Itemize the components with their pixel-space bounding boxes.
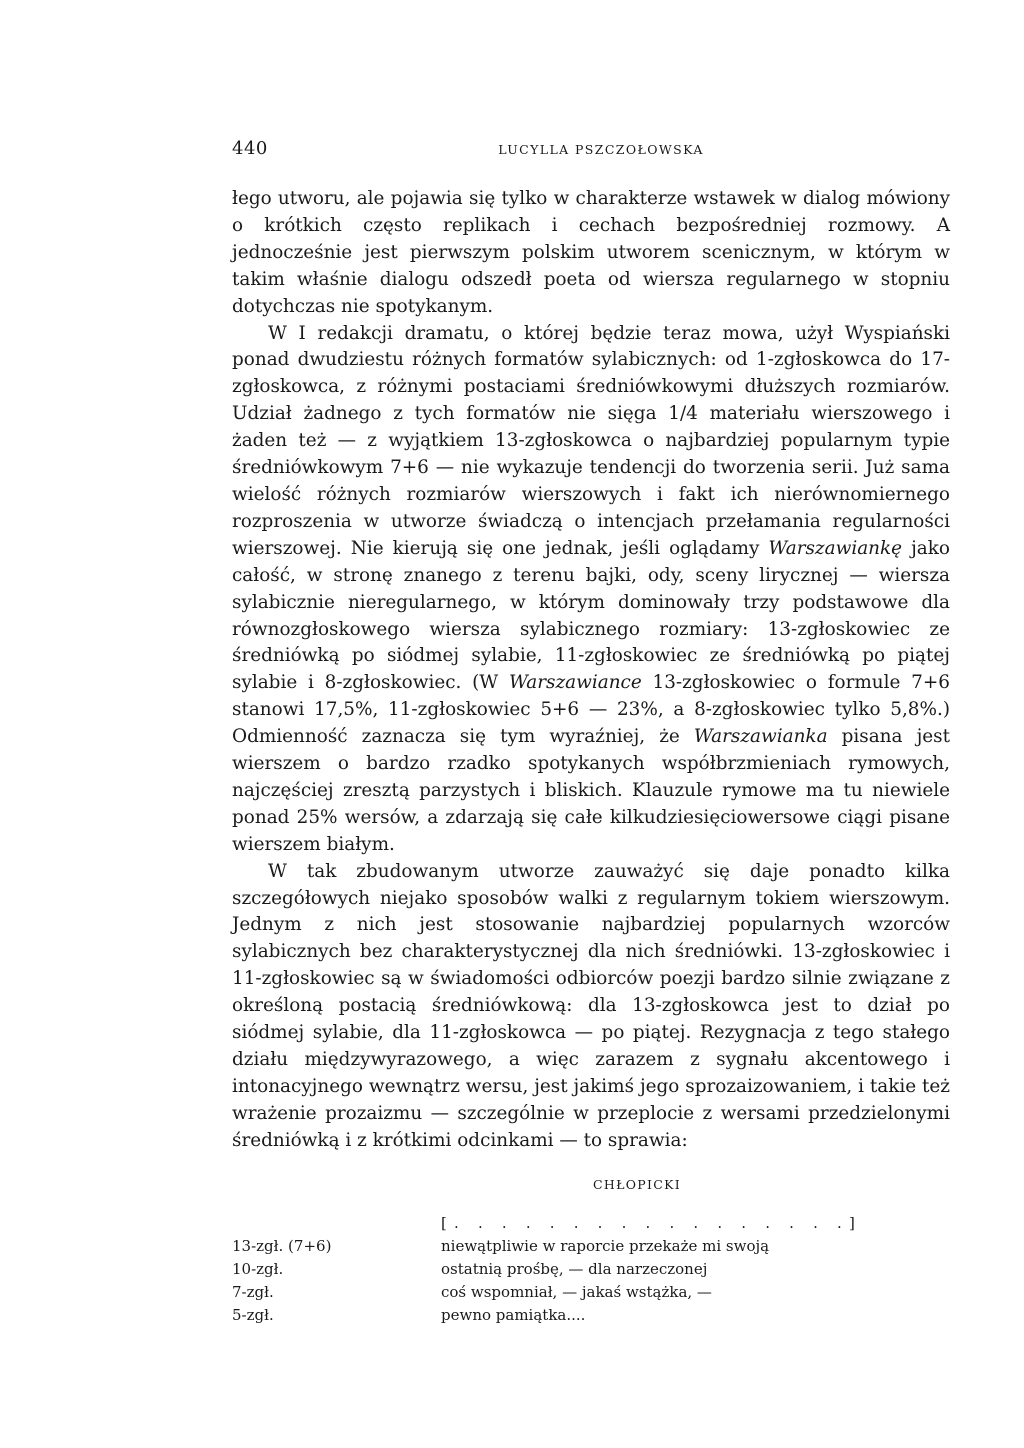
italic-title: Warszawiance	[508, 672, 642, 694]
running-title: LUCYLLA PSZCZOŁOWSKA	[498, 142, 704, 157]
running-head	[232, 130, 950, 164]
paragraph	[232, 859, 950, 1155]
omission-marker: [. . . . . . . . . . . . . . . . .]	[441, 1213, 863, 1232]
text-run: łego utworu, ale pojawia się tylko w charakterze wstawek w dialog mówiony o krótkich często replikach i cechach bezpośredniej rozmowy. A jednocześnie jest pierwszym polskim utworem scenicznym, w którym w takim właśnie dialogu odszedł poeta od wiersza regularnego w stopniu dotychczas nie spotykanym.	[232, 188, 950, 317]
poem-excerpt	[232, 1212, 950, 1327]
poem-speaker-heading: CHŁOPICKI	[593, 1176, 681, 1192]
text-run: W tak zbudowanym utworze zauważyć się daje ponadto kilka szczegółowych niejako sposobów walki z regularnym tokiem wierszowym. Jednym z nich jest stosowanie najbardziej popularnych wzorców sylabicznych bez charakterystycznej dla nich średniówki. 13-zgłoskowiec i 11-zgłoskowiec są w świadomości odbiorców poezji bardzo silnie związane z określoną postacią średniówkową: dla 13-zgłoskowca jest to dział po siódmej sylabie, dla 11-zgłoskowca — po piątej. Rezygnacja z tego stałego działu międzywyrazowego, a więc zarazem z sygnału akcentowego i intonacyjnego wewnątrz wersu, jest jakimś jego sprozaizowaniem, i takie też wrażenie prozaizmu — szczególnie w przeplocie z wersami przedzielonymi średniówką i z krótkimi odcinkami — to sprawia:	[232, 860, 950, 1151]
poem-row	[232, 1212, 950, 1235]
syllable-count-label: 13-zgł. (7+6)	[232, 1236, 332, 1255]
book-page	[232, 130, 950, 1327]
italic-title: Warszawiankę	[768, 537, 903, 559]
poem-row	[232, 1281, 950, 1304]
text-run: jako całość, w stronę znanego z terenu bajki, ody, sceny lirycznej — wiersza sylabicznie nieregularnego, w którym dominowały trzy podstawowe dla równozgłoskowego wiersza sylabicznego rozmiary: 13-zgłoskowiec ze średniówką po siódmej sylabie, 11-zgłoskowiec ze średniówką po piątej sylabie i 8-zgłoskowiec. (W	[232, 537, 950, 694]
poem-row	[232, 1258, 950, 1281]
verse-line: pewno pamiątka....	[441, 1305, 586, 1324]
text-run: 13-zgłoskowiec o formule 7+6 stanowi 17,5%, 11-zgłoskowiec 5+6 — 23%, a 8-zgłoskowiec tylko 5,8%.) Odmienność zaznacza się tym wyraźniej, że	[232, 672, 950, 748]
syllable-count-label: 7-zgł.	[232, 1282, 274, 1301]
text-run: pisana jest wierszem o bardzo rzadko spotykanych współbrzmieniach rymowych, najczęściej zresztą parzystych i bliskich. Klauzule rymowe ma tu niewiele ponad 25% wersów, a zdarzają się całe kilkudziesięciowersowe ciągi pisane wierszem białym.	[232, 726, 950, 855]
syllable-count-label: 5-zgł.	[232, 1305, 274, 1324]
poem-row	[232, 1304, 950, 1327]
paragraph	[232, 321, 950, 859]
syllable-count-label: 10-zgł.	[232, 1259, 284, 1278]
text-run: W I redakcji dramatu, o której będzie teraz mowa, użył Wyspiański ponad dwudziestu różnych formatów sylabicznych: od 1-zgłoskowca do 17-zgłoskowca, z różnymi postaciami średniówkowymi dłuższych rozmiarów. Udział żadnego z tych formatów nie sięga 1/4 materiału wierszowego i żaden też — z wyjątkiem 13-zgłoskowca o najbardziej popularnym typie średniówkowym 7+6 — nie wykazuje tendencji do tworzenia serii. Już sama wielość różnych rozmiarów wierszowych i fakt ich nierównomiernego rozproszenia w utworze świadczą o intencjach przełamania regularności wierszowej. Nie kierują się one jednak, jeśli oglądamy	[232, 322, 950, 559]
page-number: 440	[232, 138, 268, 159]
paragraph	[232, 186, 950, 321]
italic-title: Warszawianka	[693, 726, 828, 748]
verse-line: ostatnią prośbę, — dla narzeczonej	[441, 1259, 708, 1278]
verse-line: niewątpliwie w raporcie przekaże mi swoją	[441, 1236, 770, 1255]
body-text	[232, 186, 950, 1155]
poem-row	[232, 1235, 950, 1258]
verse-line: coś wspomniał, — jakaś wstążka, —	[441, 1282, 712, 1301]
